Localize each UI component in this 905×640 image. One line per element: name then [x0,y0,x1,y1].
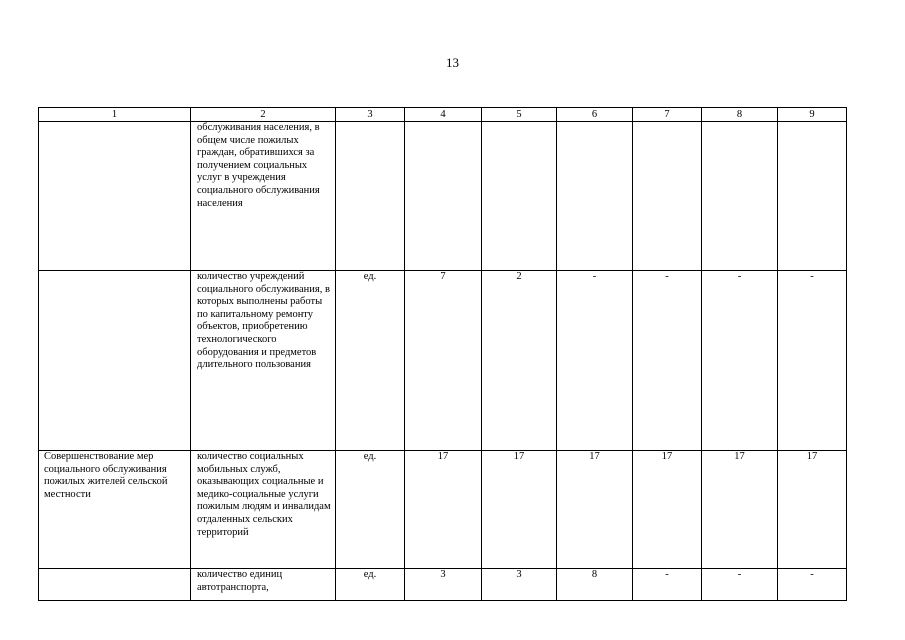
table-row [39,569,847,601]
unit-cell: ед. [336,271,405,451]
column-number: 6 [557,108,633,122]
unit-cell [336,122,405,271]
value-cell: - [778,271,847,451]
column-number: 1 [39,108,191,122]
event-cell [39,122,191,271]
value-cell [482,122,557,271]
table-row [39,122,847,271]
value-cell: 17 [482,451,557,569]
value-cell: 3 [482,569,557,601]
data-table [38,107,847,601]
column-number: 9 [778,108,847,122]
value-cell [778,122,847,271]
value-cell: 17 [778,451,847,569]
column-number: 4 [405,108,482,122]
indicator-cell: количество единиц автотранспорта, [191,569,336,601]
indicator-cell: обслуживания населения, в общем числе пожилых граждан, обратившихся за получением социальных услуг в учреждения социального обслуживания населения [191,122,336,271]
value-cell: 17 [702,451,778,569]
indicator-cell: количество социальных мобильных служб, оказывающих социальные и медико-социальные услуги пожилым людям и инвалидам отдаленных сельских территорий [191,451,336,569]
event-cell [39,271,191,451]
value-cell [405,122,482,271]
value-cell: 17 [557,451,633,569]
column-number: 2 [191,108,336,122]
column-number-row [39,108,847,122]
value-cell: 3 [405,569,482,601]
indicator-cell: количество учреждений социального обслуживания, в которых выполнены работы по капитальному ремонту объектов, приобретению технологического оборудования и предметов длительного пользования [191,271,336,451]
unit-cell: ед. [336,451,405,569]
value-cell: 17 [633,451,702,569]
value-cell: - [557,271,633,451]
value-cell: - [702,569,778,601]
table-row [39,451,847,569]
table-row [39,271,847,451]
event-cell: Совершенствование мер социального обслуживания пожилых жителей сельской местности [39,451,191,569]
column-number: 5 [482,108,557,122]
value-cell: 7 [405,271,482,451]
value-cell [633,122,702,271]
value-cell: 8 [557,569,633,601]
value-cell [702,122,778,271]
value-cell: 17 [405,451,482,569]
value-cell: - [633,271,702,451]
unit-cell: ед. [336,569,405,601]
page-number: 13 [446,55,459,70]
event-cell [39,569,191,601]
column-number: 3 [336,108,405,122]
value-cell: - [633,569,702,601]
value-cell: - [702,271,778,451]
value-cell: 2 [482,271,557,451]
column-number: 8 [702,108,778,122]
column-number: 7 [633,108,702,122]
value-cell: - [778,569,847,601]
value-cell [557,122,633,271]
